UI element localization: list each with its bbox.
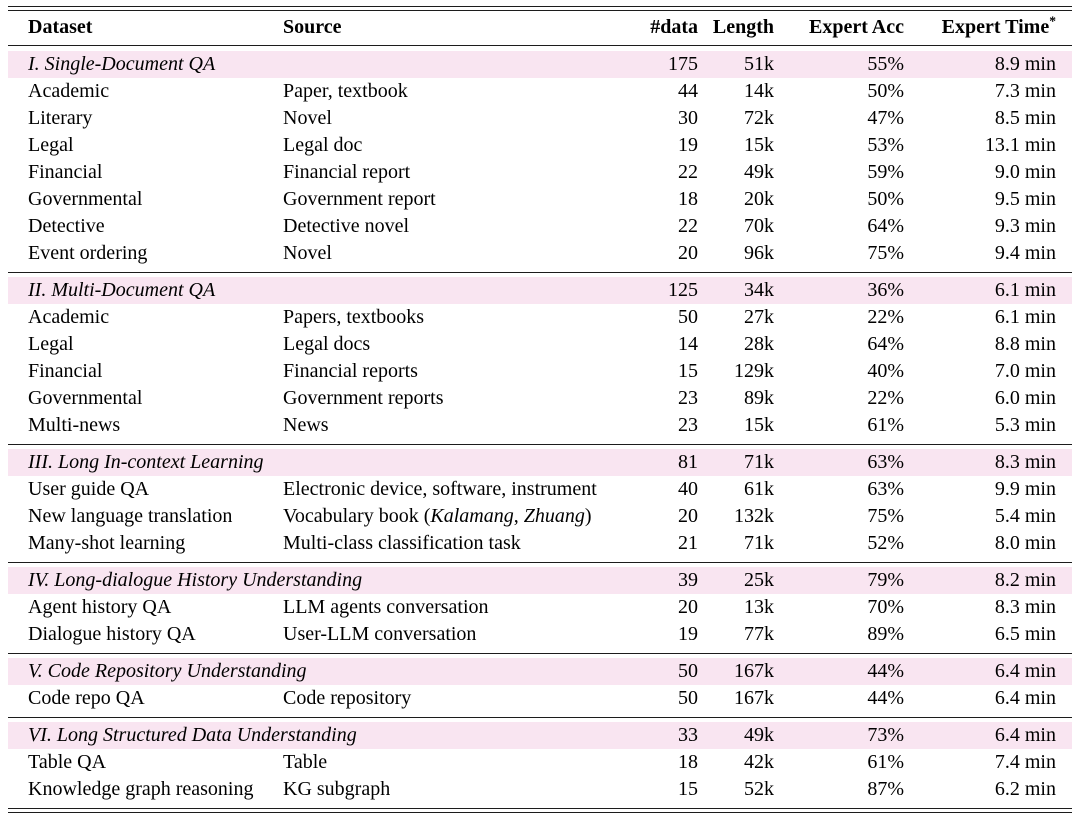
cell-source: Vocabulary book (Kalamang, Zhuang) [283,505,592,527]
table-row [8,621,1072,648]
section-title: V. Code Repository Understanding [28,660,307,682]
cell-length: 13k [744,596,774,618]
cell-source: Legal doc [283,134,363,156]
cell-expert-time: 6.1 min [994,306,1056,328]
cell-dataset: Detective [28,215,105,237]
cell-source: Table [283,751,328,773]
cell-expert-acc: 64% [867,215,904,237]
table-row [8,749,1072,776]
cell-source: Novel [283,242,332,264]
cell-length: 34k [744,279,774,301]
header-cell-data: #data [650,15,698,38]
cell-expert-acc: 87% [867,778,904,800]
cell-expert-acc: 59% [867,161,904,183]
cell-expert-acc: 73% [867,724,904,746]
cell-dataset: Governmental [28,387,143,409]
cell-expert-time: 8.9 min [994,53,1056,75]
cell-dataset: User guide QA [28,478,150,500]
cell-source: Government reports [283,387,444,409]
cell-dataset: Literary [28,107,93,129]
table-row [8,105,1072,132]
cell-length: 15k [744,134,774,156]
cell-dataset: Table QA [28,751,107,773]
header-rule [8,45,1072,46]
cell-expert-time: 9.0 min [994,161,1056,183]
cell-source: Novel [283,107,332,129]
cell-dataset: Governmental [28,188,143,210]
cell-length: 89k [744,387,774,409]
table-row [8,412,1072,439]
cell-expert-time: 9.5 min [994,188,1056,210]
cell-data: 19 [678,134,698,156]
cell-data: 175 [668,53,698,75]
table-row [8,132,1072,159]
cell-expert-time: 6.0 min [994,387,1056,409]
cell-expert-acc: 64% [867,333,904,355]
cell-expert-time: 6.4 min [994,660,1056,682]
cell-dataset: Multi-news [28,414,121,436]
cell-data: 39 [678,569,698,591]
header-cell-source: Source [283,15,342,38]
section-header-row [8,658,1072,685]
bottom-double-rule [8,808,1072,813]
cell-data: 14 [678,333,698,355]
section-title: II. Multi-Document QA [28,279,216,301]
cell-expert-time: 6.4 min [994,724,1056,746]
section-header-row [8,567,1072,594]
cell-data: 15 [678,360,698,382]
cell-length: 49k [744,724,774,746]
table-row [8,78,1072,105]
section-separator-rule [8,717,1072,718]
cell-length: 77k [744,623,774,645]
cell-length: 42k [744,751,774,773]
section-title: VI. Long Structured Data Understanding [28,724,357,746]
cell-expert-acc: 61% [867,414,904,436]
header-cell-expert-acc: Expert Acc [809,15,904,38]
section-separator-rule [8,562,1072,563]
cell-source: Multi-class classification task [283,532,521,554]
cell-expert-time: 5.3 min [994,414,1056,436]
section-title: I. Single-Document QA [28,53,216,75]
cell-source: Government report [283,188,436,210]
cell-source: KG subgraph [283,778,391,800]
cell-expert-time: 8.5 min [994,107,1056,129]
table-row [8,530,1072,557]
cell-data: 40 [678,478,698,500]
cell-data: 125 [668,279,698,301]
cell-expert-time: 9.4 min [994,242,1056,264]
cell-expert-time: 9.3 min [994,215,1056,237]
cell-source: Detective novel [283,215,410,237]
cell-expert-acc: 63% [867,451,904,473]
cell-data: 81 [678,451,698,473]
cell-expert-acc: 75% [867,505,904,527]
cell-source: Papers, textbooks [283,306,425,328]
section-separator-rule [8,272,1072,273]
cell-expert-acc: 22% [867,387,904,409]
cell-data: 22 [678,215,698,237]
cell-expert-time: 13.1 min [984,134,1056,156]
section-title: IV. Long-dialogue History Understanding [28,569,363,591]
cell-length: 52k [744,778,774,800]
cell-dataset: Agent history QA [28,596,172,618]
cell-data: 33 [678,724,698,746]
section-header-row [8,51,1072,78]
cell-length: 70k [744,215,774,237]
cell-length: 167k [734,687,774,709]
cell-expert-time: 8.3 min [994,596,1056,618]
cell-data: 50 [678,660,698,682]
cell-expert-acc: 70% [867,596,904,618]
cell-length: 51k [744,53,774,75]
section-title: III. Long In-context Learning [28,451,264,473]
cell-expert-time: 6.1 min [994,279,1056,301]
cell-source: User-LLM conversation [283,623,477,645]
cell-dataset: Code repo QA [28,687,145,709]
cell-data: 19 [678,623,698,645]
table-row [8,476,1072,503]
cell-dataset: Dialogue history QA [28,623,196,645]
cell-length: 28k [744,333,774,355]
cell-length: 27k [744,306,774,328]
table-row [8,594,1072,621]
cell-expert-acc: 63% [867,478,904,500]
cell-dataset: Event ordering [28,242,148,264]
cell-data: 18 [678,188,698,210]
table-row [8,503,1072,530]
cell-expert-acc: 22% [867,306,904,328]
cell-data: 30 [678,107,698,129]
cell-length: 49k [744,161,774,183]
cell-expert-time: 8.2 min [994,569,1056,591]
cell-data: 23 [678,387,698,409]
expert-time-note-marker: * [1049,12,1056,28]
cell-length: 132k [734,505,774,527]
cell-expert-time: 6.5 min [994,623,1056,645]
cell-dataset: New language translation [28,505,233,527]
benchmark-table [8,6,1072,813]
cell-dataset: Legal [28,134,74,156]
table-row [8,304,1072,331]
cell-source: Paper, textbook [283,80,408,102]
cell-source: Electronic device, software, instrument [283,478,597,500]
cell-source: Code repository [283,687,412,709]
cell-source: Financial report [283,161,411,183]
cell-expert-time: 7.4 min [994,751,1056,773]
table-row [8,385,1072,412]
header-cell-expert-time [904,14,1072,41]
cell-dataset: Academic [28,306,110,328]
cell-expert-acc: 52% [867,532,904,554]
cell-length: 25k [744,569,774,591]
cell-source: LLM agents conversation [283,596,489,618]
cell-length: 71k [744,532,774,554]
cell-expert-acc: 50% [867,188,904,210]
cell-expert-acc: 50% [867,80,904,102]
header-cell-length: Length [712,15,774,38]
cell-dataset: Legal [28,333,74,355]
cell-expert-acc: 89% [867,623,904,645]
cell-length: 167k [734,660,774,682]
section-header-row [8,722,1072,749]
cell-expert-time: 9.9 min [994,478,1056,500]
cell-expert-time: 6.2 min [994,778,1056,800]
cell-expert-acc: 40% [867,360,904,382]
table-row [8,358,1072,385]
table-row [8,213,1072,240]
cell-expert-acc: 47% [867,107,904,129]
cell-expert-time: 7.3 min [994,80,1056,102]
section-header-row [8,449,1072,476]
cell-length: 96k [744,242,774,264]
cell-expert-acc: 75% [867,242,904,264]
section-separator-rule [8,653,1072,654]
cell-expert-acc: 79% [867,569,904,591]
table-row [8,776,1072,803]
cell-data: 23 [678,414,698,436]
table-row [8,331,1072,358]
cell-expert-acc: 55% [867,53,904,75]
cell-dataset: Financial [28,161,103,183]
cell-source: Legal docs [283,333,371,355]
cell-source: Financial reports [283,360,418,382]
table-row [8,159,1072,186]
cell-source: News [283,414,329,436]
table-row [8,685,1072,712]
cell-data: 50 [678,687,698,709]
cell-length: 14k [744,80,774,102]
table-row [8,186,1072,213]
cell-length: 15k [744,414,774,436]
cell-expert-time: 8.3 min [994,451,1056,473]
cell-data: 22 [678,161,698,183]
cell-expert-acc: 61% [867,751,904,773]
cell-expert-time: 5.4 min [994,505,1056,527]
cell-expert-acc: 44% [867,687,904,709]
cell-expert-acc: 44% [867,660,904,682]
cell-data: 44 [678,80,698,102]
section-header-row [8,277,1072,304]
section-separator-rule [8,444,1072,445]
header-row [8,11,1072,43]
header-expert-time-label: Expert Time [941,15,1050,38]
cell-data: 15 [678,778,698,800]
table-body [8,51,1072,803]
cell-dataset: Many-shot learning [28,532,186,554]
cell-expert-time: 8.0 min [994,532,1056,554]
cell-expert-time: 7.0 min [994,360,1056,382]
cell-data: 20 [678,596,698,618]
cell-expert-acc: 36% [867,279,904,301]
cell-length: 71k [744,451,774,473]
cell-length: 72k [744,107,774,129]
header-cell-dataset: Dataset [28,15,93,38]
table-row [8,240,1072,267]
cell-data: 50 [678,306,698,328]
cell-length: 61k [744,478,774,500]
cell-data: 18 [678,751,698,773]
cell-dataset: Academic [28,80,110,102]
cell-data: 20 [678,242,698,264]
cell-data: 20 [678,505,698,527]
cell-expert-time: 8.8 min [994,333,1056,355]
cell-length: 129k [734,360,774,382]
cell-length: 20k [744,188,774,210]
cell-expert-acc: 53% [867,134,904,156]
cell-dataset: Financial [28,360,103,382]
cell-data: 21 [678,532,698,554]
cell-dataset: Knowledge graph reasoning [28,778,254,800]
cell-expert-time: 6.4 min [994,687,1056,709]
